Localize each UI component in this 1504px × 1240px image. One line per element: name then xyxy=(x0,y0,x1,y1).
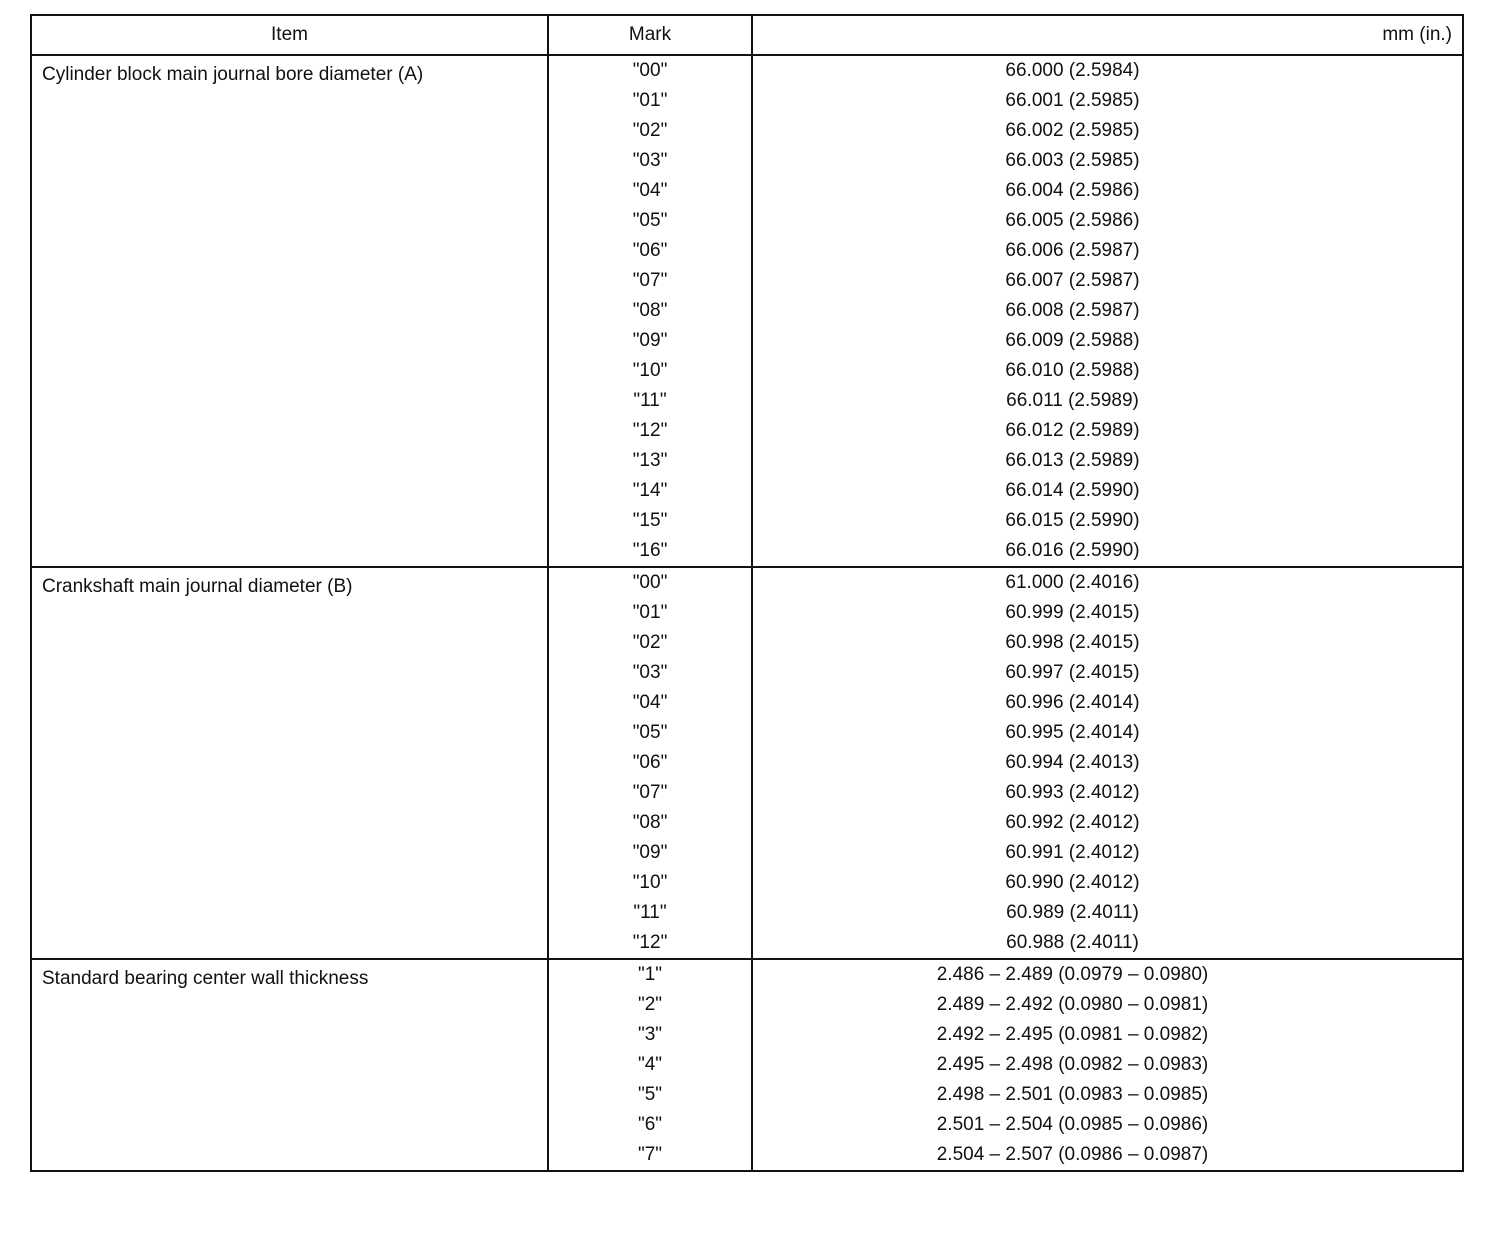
mark-value: "03" xyxy=(632,662,668,683)
item-cell xyxy=(31,567,548,959)
mark-value: "7" xyxy=(637,1144,663,1165)
mark-value: "02" xyxy=(632,120,668,141)
dimension-value: 2.498 – 2.501 (0.0983 – 0.0985) xyxy=(936,1084,1209,1105)
mark-value: "05" xyxy=(632,722,668,743)
dimension-value: 60.995 (2.4014) xyxy=(1005,722,1140,743)
mark-value: "10" xyxy=(632,872,668,893)
dimension-value: 66.001 (2.5985) xyxy=(1005,90,1140,111)
dimension-value: 66.005 (2.5986) xyxy=(1005,210,1140,231)
mark-value: "14" xyxy=(632,480,668,501)
value-cell xyxy=(752,567,1463,959)
dimension-value: 2.486 – 2.489 (0.0979 – 0.0980) xyxy=(936,964,1209,985)
mark-value: "09" xyxy=(632,842,668,863)
dimension-value: 60.993 (2.4012) xyxy=(1005,782,1140,803)
mark-cell xyxy=(548,959,752,1171)
mark-value: "5" xyxy=(637,1084,663,1105)
mark-value: "12" xyxy=(632,420,668,441)
dimension-value: 66.012 (2.5989) xyxy=(1005,420,1140,441)
dimension-value: 66.003 (2.5985) xyxy=(1005,150,1140,171)
dimension-value: 66.013 (2.5989) xyxy=(1005,450,1140,471)
mark-value: "09" xyxy=(632,330,668,351)
dimension-value: 66.004 (2.5986) xyxy=(1005,180,1140,201)
table-row xyxy=(31,567,1463,959)
header-mark: Mark xyxy=(548,15,752,55)
item-cell xyxy=(31,959,548,1171)
mark-cell xyxy=(548,55,752,567)
mark-value: "12" xyxy=(632,932,668,953)
mark-value: "11" xyxy=(633,390,667,411)
dimension-value: 61.000 (2.4016) xyxy=(1005,572,1140,593)
mark-value: "08" xyxy=(632,300,668,321)
value-cell xyxy=(752,55,1463,567)
mark-cell xyxy=(548,567,752,959)
dimension-value: 2.501 – 2.504 (0.0985 – 0.0986) xyxy=(936,1114,1209,1135)
dimension-value: 60.999 (2.4015) xyxy=(1005,602,1140,623)
table-row xyxy=(31,55,1463,567)
mark-value: "06" xyxy=(632,240,668,261)
mark-value: "11" xyxy=(633,902,667,923)
item-label: Standard bearing center wall thickness xyxy=(42,968,369,989)
mark-value: "06" xyxy=(632,752,668,773)
dimension-value: 60.988 (2.4011) xyxy=(1006,932,1139,953)
dimension-value: 66.006 (2.5987) xyxy=(1005,240,1140,261)
dimension-value: 66.010 (2.5988) xyxy=(1005,360,1140,381)
dimension-value: 2.489 – 2.492 (0.0980 – 0.0981) xyxy=(936,994,1209,1015)
dimension-value: 66.014 (2.5990) xyxy=(1005,480,1140,501)
mark-value: "07" xyxy=(632,782,668,803)
dimension-value: 60.989 (2.4011) xyxy=(1006,902,1139,923)
mark-value: "1" xyxy=(637,964,663,985)
mark-value: "08" xyxy=(632,812,668,833)
dimension-value: 60.996 (2.4014) xyxy=(1005,692,1140,713)
value-cell xyxy=(752,959,1463,1171)
spec-table xyxy=(30,14,1464,1172)
dimension-value: 66.009 (2.5988) xyxy=(1005,330,1140,351)
dimension-value: 66.016 (2.5990) xyxy=(1005,540,1140,561)
dimension-value: 60.997 (2.4015) xyxy=(1005,662,1140,683)
mark-value: "4" xyxy=(637,1054,663,1075)
header-item: Item xyxy=(31,15,548,55)
mark-value: "6" xyxy=(637,1114,663,1135)
item-label: Cylinder block main journal bore diameter (A) xyxy=(42,64,424,85)
mark-value: "00" xyxy=(632,572,668,593)
dimension-value: 66.007 (2.5987) xyxy=(1005,270,1140,291)
mark-value: "04" xyxy=(632,692,668,713)
table-group xyxy=(31,567,1463,959)
dimension-value: 66.015 (2.5990) xyxy=(1005,510,1140,531)
dimension-value: 60.998 (2.4015) xyxy=(1005,632,1140,653)
mark-value: "04" xyxy=(632,180,668,201)
mark-value: "2" xyxy=(637,994,663,1015)
item-cell xyxy=(31,55,548,567)
mark-value: "03" xyxy=(632,150,668,171)
header-row xyxy=(31,15,1463,55)
table-row xyxy=(31,959,1463,1171)
dimension-value: 60.992 (2.4012) xyxy=(1005,812,1140,833)
dimension-value: 60.991 (2.4012) xyxy=(1005,842,1140,863)
mark-value: "05" xyxy=(632,210,668,231)
mark-value: "10" xyxy=(632,360,668,381)
dimension-value: 2.492 – 2.495 (0.0981 – 0.0982) xyxy=(936,1024,1209,1045)
mark-value: "13" xyxy=(632,450,668,471)
header-unit: mm (in.) xyxy=(752,15,1463,55)
mark-value: "16" xyxy=(632,540,668,561)
dimension-value: 66.000 (2.5984) xyxy=(1005,60,1140,81)
dimension-value: 66.011 (2.5989) xyxy=(1006,390,1139,411)
item-label: Crankshaft main journal diameter (B) xyxy=(42,576,353,597)
table-header xyxy=(31,15,1463,55)
table-group xyxy=(31,55,1463,567)
dimension-value: 66.002 (2.5985) xyxy=(1005,120,1140,141)
mark-value: "15" xyxy=(632,510,668,531)
dimension-value: 2.504 – 2.507 (0.0986 – 0.0987) xyxy=(936,1144,1209,1165)
mark-value: "01" xyxy=(632,602,668,623)
mark-value: "07" xyxy=(632,270,668,291)
mark-value: "00" xyxy=(632,60,668,81)
mark-value: "02" xyxy=(632,632,668,653)
dimension-value: 2.495 – 2.498 (0.0982 – 0.0983) xyxy=(936,1054,1209,1075)
dimension-value: 60.990 (2.4012) xyxy=(1005,872,1140,893)
mark-value: "01" xyxy=(632,90,668,111)
dimension-value: 66.008 (2.5987) xyxy=(1005,300,1140,321)
table-group xyxy=(31,959,1463,1171)
dimension-value: 60.994 (2.4013) xyxy=(1005,752,1140,773)
mark-value: "3" xyxy=(637,1024,663,1045)
